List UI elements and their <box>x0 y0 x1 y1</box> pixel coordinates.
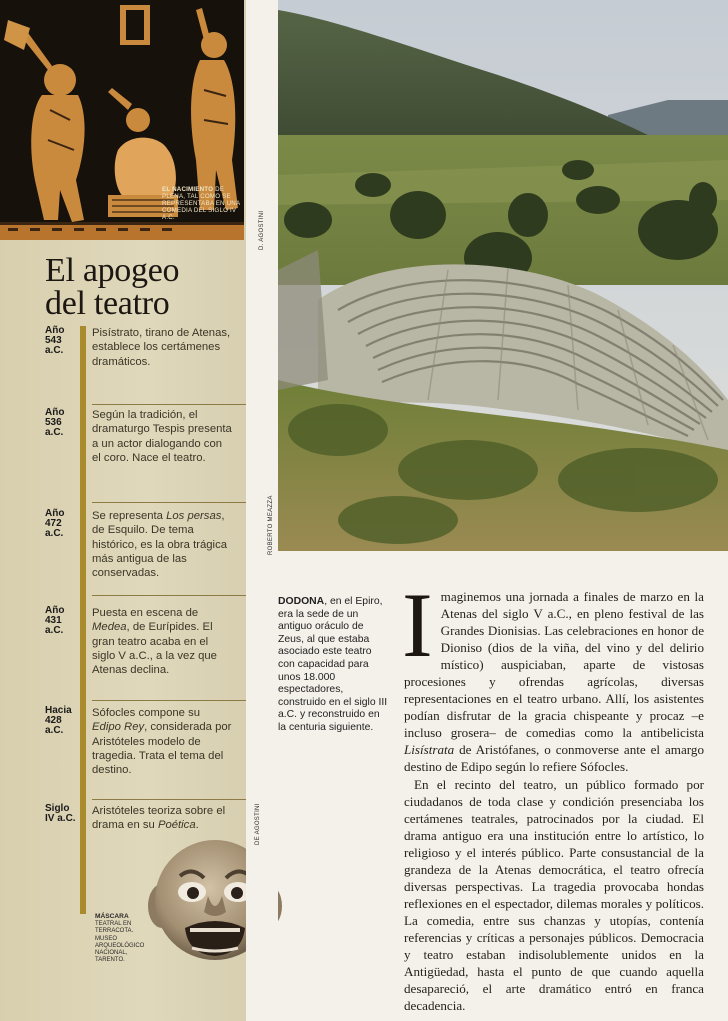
article-body <box>402 574 704 1014</box>
timeline-year <box>45 804 77 824</box>
article-paragraph: En el recinto del teatro, un público formado por ciudadanos de toda clase y condición presenciaba los certámenes teatrales, patrocinados por la ciudad. El drama antiguo era una institución entre lo artístico, lo religioso y el interés público. Parte consustancial de la grandeza de la Atenas democrática, el teatro ofrecía diversas perspectivas. La tragedia provocaba hondas reflexiones en el espectador, dilemas morales y políticos. La comedia, entre sus chanzas y utopías, contenía referencias y críticas a personajes públicos. Democracia y teatro estaban indisolublemente unidos en la Antigüedad, hasta el punto de que cuando aquella desapareció, el arte dramático entró en franca decadencia. <box>404 776 704 1014</box>
vase-caption-lead: EL NACIMIENTO <box>162 186 214 193</box>
timeline-year-label: Año <box>45 407 65 418</box>
timeline-divider <box>92 595 260 596</box>
mask-caption-text: TEATRAL EN TERRACOTA. MUSEO ARQUEOLÓGICO NACIONAL, TARENTO. <box>95 921 145 964</box>
timeline-year <box>45 706 77 736</box>
timeline-year-label: Hacia <box>45 705 72 716</box>
timeline-divider <box>92 799 260 800</box>
work-title: Los persas <box>166 510 222 522</box>
timeline-divider <box>92 502 260 503</box>
vase-caption <box>162 186 242 221</box>
vase-photo-credit: D. AGOSTINI <box>259 210 265 250</box>
photo-caption <box>278 596 390 735</box>
page-title-line-2: del teatro <box>45 285 170 322</box>
timeline-text: Aristóteles teoriza sobre el drama en su Poética. <box>92 805 226 832</box>
work-title: Lisístrata <box>404 742 455 758</box>
timeline-year-number: 472 <box>45 518 62 529</box>
timeline-text: Según la tradición, el dramaturgo Tespis presenta a un actor dialogando con el coro. Nace el teatro. <box>92 409 232 464</box>
timeline-year-era: a.C. <box>45 625 64 636</box>
mask-caption-lead: MÁSCARA <box>95 913 129 920</box>
timeline-divider <box>92 404 260 405</box>
timeline-text: Puesta en escena de Medea, de Eurípides. El gran teatro acaba en el siglo V a.C., a la vez que Atenas declina. <box>92 607 217 677</box>
work-title: Edipo Rey <box>92 721 145 734</box>
timeline-year-number: 428 <box>45 715 62 726</box>
mask-photo-credit: DE AGOSTINI <box>255 803 261 845</box>
timeline-text: Sófocles compone su Edipo Rey, considerada por Aristóteles modelo de tragedia. Trata el tema del destino. <box>92 707 232 777</box>
photo-caption-text: , en el Epiro, era la sede de un antiguo oráculo de Zeus, al que estaba asociado este teatro con capacidad para unos 18.000 espectadores, construido en el siglo III a.C. y reconstruido en la centuria siguiente. <box>278 596 388 733</box>
timeline-year <box>45 606 77 636</box>
page-title <box>45 254 179 320</box>
work-title: Poética <box>157 819 196 832</box>
timeline-year-label: Año <box>45 605 65 616</box>
theatre-photo-credit: ROBERTO MEAZZA <box>268 495 274 555</box>
vase-caption-text: DE PLENA, TAL COMO SE REPRESENTABA EN UNA COMEDIA DEL SIGLO IV A.C. <box>162 186 240 221</box>
timeline-year-label: Año <box>45 325 65 336</box>
timeline-text: Se representa Los persas, de Esquilo. De tema histórico, es la obra trágica más antigua de las conservadas. <box>92 510 228 580</box>
timeline-year <box>45 326 77 356</box>
work-title: Medea <box>92 621 127 634</box>
vase-painting-image <box>0 0 244 240</box>
timeline-year-number: 431 <box>45 615 62 626</box>
article-paragraph: Imaginemos una jornada a finales de marzo en la Atenas del siglo V a.C., en pleno festival de las Grandes Dionisias. Las celebraciones en honor de Dioniso (dios de la viña, del vino y del delirio místico) auspiciaban, aparte de vistosas procesiones y ofrendas agrícolas, diversas representaciones en el teatro urbano. Allí, los asistentes podían disfrutar de la gracia chispeante y procaz –e incluso grosera– de comedias como la antibelicista Lisístrata de Aristófanes, o conmoverse ante el amargo destino de Edipo según lo refiere Sófocles. <box>402 574 704 775</box>
page-title-line-1: El apogeo <box>45 252 180 289</box>
timeline-year-era: a.C. <box>45 427 64 438</box>
timeline-bar <box>80 326 86 914</box>
timeline-year <box>45 509 77 539</box>
timeline-year <box>45 408 77 438</box>
photo-caption-place: DODONA <box>278 596 325 607</box>
timeline-year-label: Año <box>45 508 65 519</box>
timeline-year-number: 536 <box>45 417 62 428</box>
timeline-year-era: a.C. <box>45 345 64 356</box>
dodona-landscape-illustration <box>278 0 728 551</box>
timeline-year-era: a.C. <box>45 725 64 736</box>
timeline-year-number: 543 <box>45 335 62 346</box>
timeline-year-label: Siglo <box>45 803 70 814</box>
timeline-year-era: a.C. <box>45 528 64 539</box>
timeline-text: Pisístrato, tirano de Atenas, establece los certámenes dramáticos. <box>92 327 231 368</box>
timeline-divider <box>92 700 260 701</box>
dodona-theatre-photo <box>278 0 728 551</box>
drop-cap: I <box>402 574 433 676</box>
timeline-year-number: IV a.C. <box>45 813 76 824</box>
